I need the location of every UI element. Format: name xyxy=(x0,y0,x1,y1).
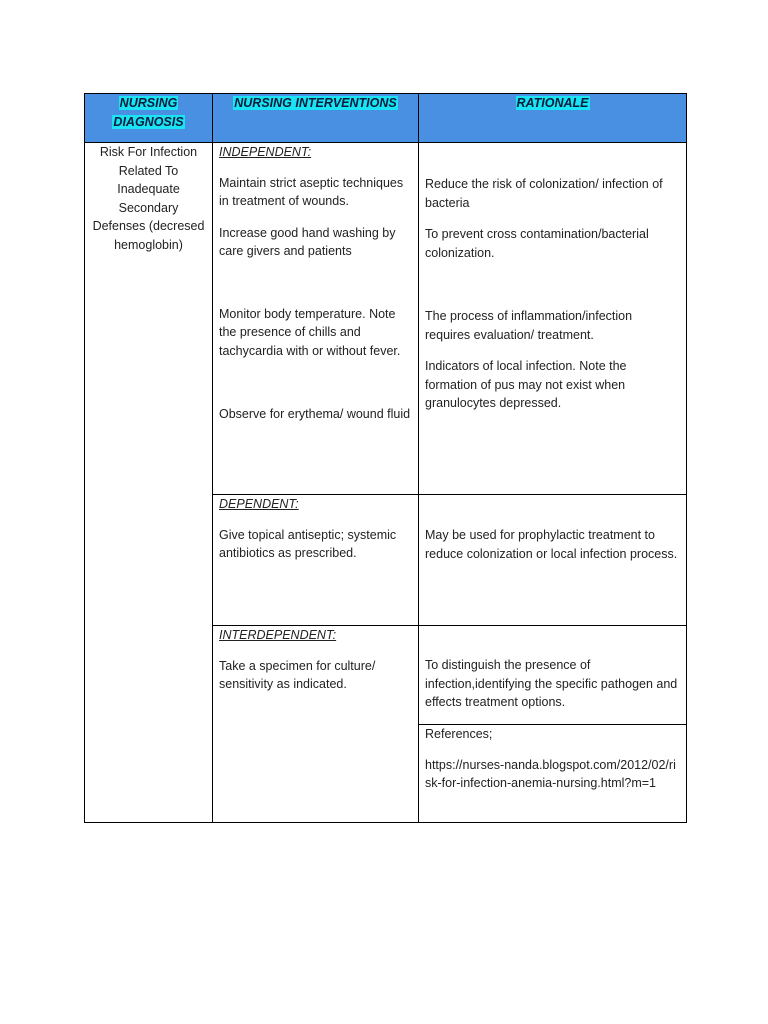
header-nursing-interventions xyxy=(213,94,419,143)
header-nursing-diagnosis xyxy=(85,94,213,143)
rationale-distinguish-pathogen: To distinguish the presence of infection,identifying the specific pathogen and effects treatment options. xyxy=(425,658,678,709)
intervention-hand-washing: Increase good hand washing by care givers and patients xyxy=(219,225,396,258)
nursing-diagnosis-cell xyxy=(85,143,213,823)
header-rationale xyxy=(419,94,687,143)
header-rationale-text: RATIONALE xyxy=(516,96,589,110)
intervention-monitor-temperature: Monitor body temperature. Note the presence of chills and tachycardia with or without fever. xyxy=(219,306,401,358)
rationale-colonization: Reduce the risk of colonization/ infection of bacteria xyxy=(425,177,663,210)
header-interventions-text: NURSING INTERVENTIONS xyxy=(234,96,397,110)
nursing-diagnosis-text: Risk For Infection Related To Inadequate Secondary Defenses (decresed hemoglobin) xyxy=(92,145,205,252)
rationale-local-infection: Indicators of local infection. Note the formation of pus may not exist when granulocytes depressed. xyxy=(425,359,627,410)
intervention-specimen-culture: Take a specimen for culture/ sensitivity as indicated. xyxy=(219,658,376,691)
references-url: https://nurses-nanda.blogspot.com/2012/02/risk-for-infection-anemia-nursing.html?m=1 xyxy=(425,757,676,790)
table-header-row xyxy=(85,94,687,143)
references-cell xyxy=(419,725,687,823)
intervention-aseptic: Maintain strict aseptic techniques in treatment of wounds. xyxy=(219,175,404,208)
interdependent-label: INTERDEPENDENT: xyxy=(219,628,337,642)
independent-interventions-cell xyxy=(213,143,419,495)
rationale-cross-contamination: To prevent cross contamination/bacterial colonization. xyxy=(425,227,649,260)
interdependent-rationale-cell xyxy=(419,626,687,725)
rationale-prophylactic: May be used for prophylactic treatment to reduce colonization or local infection process. xyxy=(425,528,678,561)
rationale-inflammation: The process of inflammation/infection requires evaluation/ treatment. xyxy=(425,309,633,342)
intervention-topical-antiseptic: Give topical antiseptic; systemic antibiotics as prescribed. xyxy=(219,527,397,560)
independent-row xyxy=(85,143,687,495)
references-label: References; xyxy=(425,727,493,741)
header-diagnosis-text: NURSING DIAGNOSIS xyxy=(113,96,184,129)
independent-rationale-cell xyxy=(419,143,687,495)
dependent-rationale-cell xyxy=(419,495,687,626)
intervention-observe-erythema: Observe for erythema/ wound fluid xyxy=(219,407,411,421)
independent-label: INDEPENDENT: xyxy=(219,145,312,159)
care-plan-table xyxy=(84,93,687,823)
interdependent-intervention-cell xyxy=(213,626,419,823)
dependent-label: DEPENDENT: xyxy=(219,497,299,511)
dependent-intervention-cell xyxy=(213,495,419,626)
